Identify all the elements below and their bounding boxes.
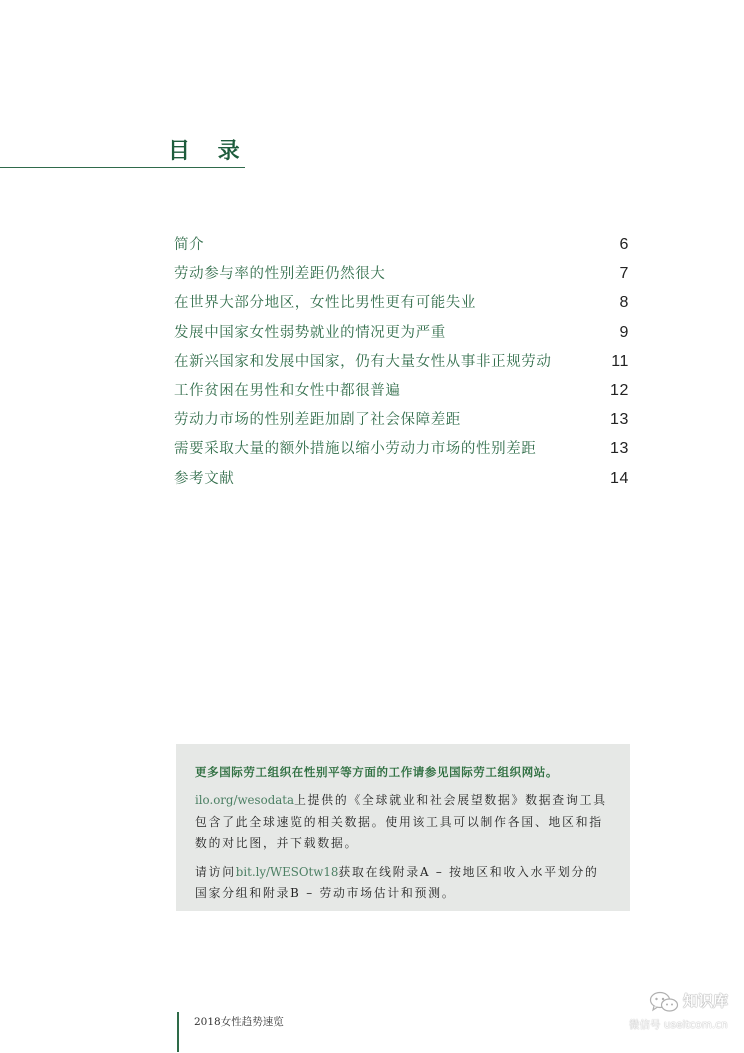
toc-entry-page: 9 (619, 323, 629, 341)
info-box (176, 744, 630, 911)
data-tool-text: 上提供的《全球就业和社会展望数据》数据查询工具包含了此全球速览的相关数据。使用该工具可以制作各国、地区和指数的对比图，并下载数据。 (195, 793, 607, 850)
title-underline (0, 167, 245, 168)
toc-entry-label: 在新兴国家和发展中国家，仍有大量女性从事非正规劳动 (174, 353, 552, 370)
footer-rule (177, 1012, 179, 1052)
toc-entry-label: 简介 (174, 237, 205, 253)
annex-text: 获取在线附录A – 按地区和收入水平划分的国家分组和附录B – 劳动市场估计和预测。 (195, 864, 599, 900)
toc-entry-page: 11 (611, 352, 629, 370)
toc-entry-label: 劳动力市场的性别差距加剧了社会保障差距 (174, 412, 461, 429)
toc-entry-page: 7 (619, 265, 629, 283)
toc-entry-label: 工作贫困在男性和女性中都很普遍 (174, 382, 401, 399)
info-paragraph-annex (195, 862, 610, 905)
wesodata-link[interactable]: ilo.org/wesodata (195, 793, 295, 807)
footer-title: 2018女性趋势速览 (194, 1016, 284, 1028)
toc-entry[interactable] (174, 230, 629, 259)
annex-link[interactable]: bit.ly/WESOtw18 (235, 864, 339, 879)
toc-entry-label: 发展中国家女性弱势就业的情况更为严重 (174, 324, 446, 341)
toc-entry-page: 12 (610, 381, 629, 399)
toc-entry-label: 参考文献 (174, 470, 235, 487)
wechat-icon (649, 991, 679, 1013)
toc-entry[interactable] (174, 259, 629, 288)
watermark-account: 微信号 useitcom.cn (629, 1019, 728, 1031)
toc-entry[interactable] (174, 288, 629, 317)
toc-entry-page: 13 (610, 440, 629, 458)
info-paragraph-data-tool (195, 790, 610, 855)
annex-prefix: 请访问 (195, 864, 236, 879)
toc-entry[interactable] (174, 376, 629, 405)
toc-entry[interactable] (174, 318, 629, 347)
toc-entry-label: 在世界大部分地区，女性比男性更有可能失业 (174, 295, 476, 312)
info-box-heading: 更多国际劳工组织在性别平等方面的工作请参见国际劳工组织网站。 (195, 765, 558, 779)
toc-title: 目 录 (168, 138, 250, 164)
toc-entry[interactable] (174, 405, 629, 434)
toc-entry-page: 13 (610, 411, 629, 429)
toc-entry-page: 8 (619, 294, 629, 312)
toc-entry[interactable] (174, 434, 629, 463)
toc-entry-label: 需要采取大量的额外措施以缩小劳动力市场的性别差距 (174, 441, 537, 458)
watermark-name: 知识库 (683, 992, 729, 1010)
toc-entry[interactable] (174, 464, 629, 493)
toc-entry[interactable] (174, 347, 629, 376)
toc-entry-label: 劳动参与率的性别差距仍然很大 (174, 266, 386, 283)
toc-list (174, 230, 629, 493)
watermark (627, 990, 742, 1034)
toc-entry-page: 6 (619, 236, 629, 253)
toc-entry-page: 14 (610, 469, 629, 487)
